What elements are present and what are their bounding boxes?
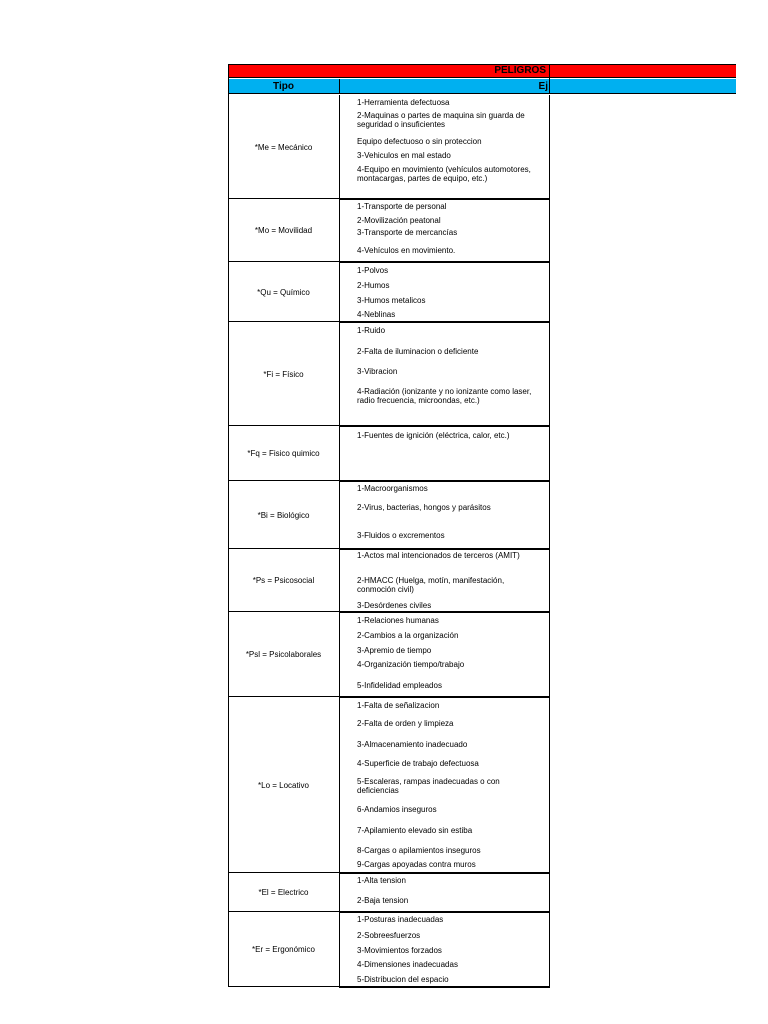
hazard-example-item: 1-Actos mal intencionados de terceros (AMIT): [357, 551, 520, 560]
hazard-example-item: 4-Neblinas: [357, 310, 396, 319]
hazard-example-item: 4-Superficie de trabajo defectuosa: [357, 759, 479, 768]
row-divider: [339, 872, 550, 874]
hazard-example-item: 2-Baja tension: [357, 896, 409, 905]
hazard-example-item: 1-Ruido: [357, 326, 386, 335]
hazard-example-item: 3-Humos metalicos: [357, 296, 426, 305]
hazard-example-item: 2-Falta de orden y limpieza: [357, 719, 454, 728]
row-divider: [339, 261, 550, 263]
hazard-example-item: 3-Vibracion: [357, 367, 398, 376]
hazard-example-item: 1-Transporte de personal: [357, 202, 447, 211]
hazard-example-item: 1-Macroorganismos: [357, 484, 428, 493]
hazard-example-item: 1-Herramienta defectuosa: [357, 98, 450, 107]
hazard-example-item: 3-Vehiculos en mal estado: [357, 151, 451, 160]
row-divider: [339, 986, 550, 988]
hazard-type-cell: *Lo = Locativo: [258, 780, 309, 790]
table-column-divider: [339, 95, 340, 987]
hazard-example-item: 4-Equipo en movimiento (vehículos automotores, montacargas, partes de equipo, etc.): [357, 165, 531, 183]
hazard-example-item: 5-Distribucion del espacio: [357, 975, 449, 984]
hazard-example-item: 2-Sobreesfuerzos: [357, 931, 421, 940]
row-divider-left: [228, 986, 340, 987]
table-right-border: [549, 95, 550, 987]
row-divider: [339, 480, 550, 482]
hazard-example-item: Equipo defectuoso o sin proteccion: [357, 137, 482, 146]
hazard-example-item: 1-Posturas inadecuadas: [357, 915, 444, 924]
hazard-type-cell: *Psl = Psicolaborales: [245, 650, 322, 659]
hazard-example-item: 3-Almacenamiento inadecuado: [357, 740, 468, 749]
column-header-ejemplos: Ej: [538, 81, 548, 92]
hazard-type-cell: *Mo = Movilidad: [254, 226, 313, 235]
hazard-example-item: 9-Cargas apoyadas contra muros: [357, 860, 476, 869]
row-divider: [339, 198, 550, 200]
hazard-example-item: 4-Radiación (ionizante y no ionizante como laser, radio frecuencia, microondas, etc.): [357, 387, 532, 405]
hazard-example-item: 5-Escaleras, rampas inadecuadas o con deficiencias: [357, 777, 500, 795]
hazard-example-item: 3-Movimientos forzados: [357, 946, 442, 955]
hazard-type-cell: *El = Electrico: [258, 888, 309, 897]
column-header-tipo: Tipo: [273, 81, 294, 92]
hazard-example-item: 8-Cargas o apilamientos inseguros: [357, 846, 481, 855]
hazard-example-item: 1-Fuentes de ignición (eléctrica, calor, etc.): [357, 431, 510, 440]
row-divider: [339, 696, 550, 698]
hazard-example-item: 6-Andamios inseguros: [357, 805, 437, 814]
row-divider: [339, 611, 550, 613]
hazard-example-item: 3-Desórdenes civiles: [357, 601, 432, 610]
row-divider: [339, 548, 550, 550]
header-right-border: [549, 64, 550, 94]
hazard-type-cell: *Ps = Psicosocial: [252, 576, 315, 585]
hazard-type-cell: *Er = Ergonómico: [252, 945, 315, 954]
row-divider: [339, 911, 550, 913]
header-divider: [339, 79, 340, 94]
row-divider: [339, 425, 550, 427]
hazard-example-item: 3-Fluidos o excrementos: [357, 531, 445, 540]
hazard-example-item: 2-Maquinas o partes de maquina sin guarda de seguridad o insuficientes: [357, 111, 525, 129]
peligros-title: PELIGROS: [494, 65, 546, 76]
hazard-example-item: 3-Apremio de tiempo: [357, 646, 432, 655]
hazard-example-item: 3-Transporte de mercancías: [357, 228, 458, 237]
hazard-example-item: 1-Alta tension: [357, 876, 406, 885]
hazard-example-item: 2-Movilización peatonal: [357, 216, 441, 225]
hazard-example-item: 2-HMACC (Huelga, motín, manifestación, conmoción civil): [357, 576, 505, 594]
hazard-type-cell: *Bi = Biológico: [257, 510, 310, 520]
hazard-example-item: 4-Organización tiempo/trabajo: [357, 660, 465, 669]
hazard-example-item: 1-Relaciones humanas: [357, 616, 439, 625]
hazard-type-cell: *Qu = Químico: [257, 287, 310, 297]
hazard-example-item: 5-Infidelidad empleados: [357, 681, 442, 690]
hazard-example-item: 4-Dimensiones inadecuadas: [357, 960, 458, 969]
hazard-example-item: 2-Cambios a la organización: [357, 631, 459, 640]
hazard-example-item: 2-Virus, bacterias, hongos y parásitos: [357, 503, 491, 512]
hazard-example-item: 2-Falta de iluminacion o deficiente: [357, 347, 479, 356]
hazard-example-item: 2-Humos: [357, 281, 390, 290]
hazard-example-item: 4-Vehículos en movimiento.: [357, 246, 456, 255]
hazard-type-cell: *Me = Mecánico: [254, 142, 313, 152]
row-divider: [339, 321, 550, 323]
hazard-example-item: 1-Polvos: [357, 266, 389, 275]
hazard-type-cell: *Fi = Físico: [263, 369, 304, 379]
hazard-example-item: 7-Apilamiento elevado sin estiba: [357, 826, 473, 835]
hazard-type-cell: *Fq = Fisico quimico: [247, 449, 320, 458]
hazard-example-item: 1-Falta de señalizacion: [357, 701, 440, 710]
